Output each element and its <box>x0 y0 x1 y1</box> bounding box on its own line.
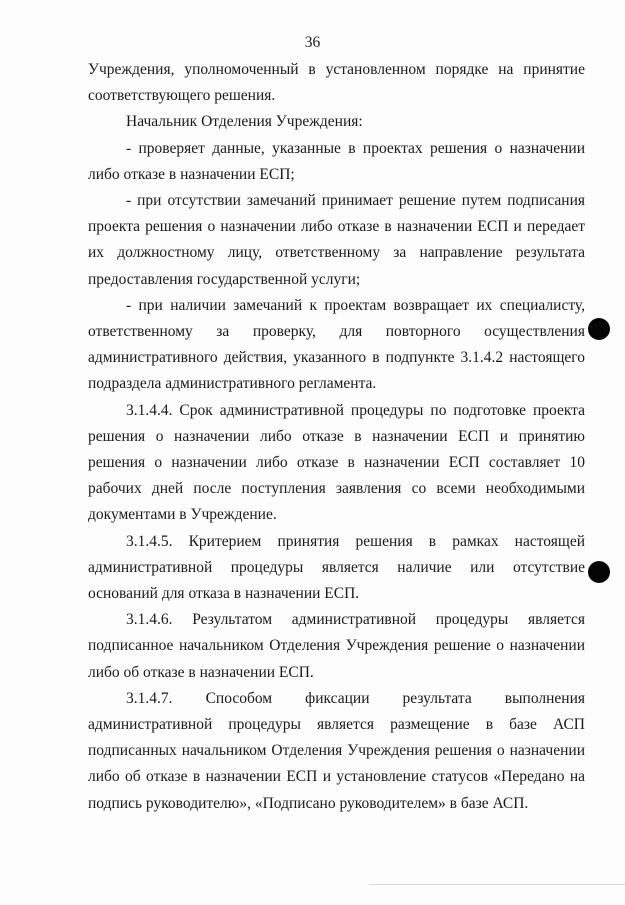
scan-edge-line <box>370 884 625 885</box>
paragraph-continuation: Учреждения, уполномоченный в установленном порядке на принятие соответствующего решения. <box>88 61 585 105</box>
paragraph-3-1-4-6: 3.1.4.6. Результатом административной процедуры является подписанное начальником Отделения Учреждения решение о назначении либо об отказе в назначении ЕСП. <box>88 611 585 681</box>
paragraph-3-1-4-5: 3.1.4.5. Критерием принятия решения в рамках настоящей административной процедуры является наличие или отсутствие оснований для отказа в назначении ЕСП. <box>88 532 585 603</box>
paragraph-check-data: - проверяет данные, указанные в проектах решения о назначении либо отказе в назначении ЕСП; <box>88 139 585 183</box>
punch-hole-mark <box>588 561 610 583</box>
paragraph-with-remarks: - при наличии замечаний к проектам возвращает их специалисту, ответственному за проверку, для повторного осуществления административного действия, указанного в подпункте 3.1.4.2 настоящего подраздела административного регламента. <box>88 296 585 393</box>
paragraph-head-title: Начальник Отделения Учреждения: <box>126 113 363 131</box>
paragraph-no-remarks: - при отсутствии замечаний принимает решение путем подписания проекта решения о назначении либо отказе в назначении ЕСП и передает их должностному лицу, ответственному за направление результата предоставления государственной услуги; <box>88 192 585 288</box>
document-body <box>88 57 585 817</box>
paragraph-3-1-4-7: 3.1.4.7. Способом фиксации результата выполнения административной процедуры является размещение в базе АСП подписанных начальником Отделения Учреждения решения о назначении либо об отказе в назначении ЕСП и установление статусов «Передано на подпись руководителю», «Подписано руководителем» в базе АСП. <box>88 689 585 812</box>
punch-hole-mark <box>588 318 610 340</box>
paragraph-3-1-4-4: 3.1.4.4. Срок административной процедуры по подготовке проекта решения о назначении либо отказе в назначении ЕСП и принятию решения о назначении либо отказе в назначении ЕСП составляет 10 рабочих дней после поступления заявления со всеми необходимыми документами в Учреждение. <box>88 401 585 524</box>
page-number: 36 <box>304 34 321 51</box>
